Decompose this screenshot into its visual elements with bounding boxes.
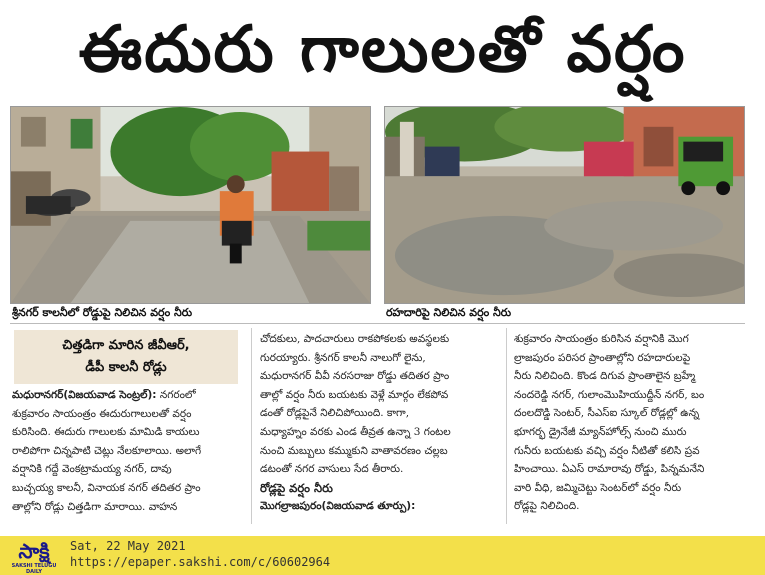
body-line: గునీరు బయటకు వచ్చి వర్షం నీటితో కలిసి ప్రవ [514,444,700,457]
dateline: మొగల్రాజపురం(విజయవాడ తూర్పు): [260,500,416,513]
photo-waterlogged-road [384,106,745,304]
headline: ఈదురు గాలులతో వర్షం [78,13,687,87]
footer-bar [0,536,765,575]
body-line: వారి వీధి, జమ్మిచెట్టు సెంటర్‌లో వర్షం నీరు [514,481,682,494]
body-line: నగరంలో [156,389,196,401]
body-line: భూగర్భ డ్రైనేజీ మ్యాన్‌హోల్స్ నుంచి మురు [514,425,687,438]
body-line: తాల్లో వర్షం నీరు బయటకు వెళ్లే మార్గం లేకపోవ [260,388,449,401]
body-line: దంలదొడ్డి సెంటర్, సీఎస్ఐ స్కూల్ రోడ్లల్లో ఉన్న [514,407,700,420]
subheadline-line: డీపీ కాలనీ రోడ్లు [85,360,167,375]
photo-caption: శ్రీనగర్ కాలనీలో రోడ్డుపై నిలిచిన వర్షం నీరు [12,306,193,319]
dateline: మధురానగర్(విజయవాడ సెంట్రల్): [12,389,157,401]
body-line: నీరు నిలిచింది. కొండ దిగువ ప్రాంతాలైన బ్రహ్మే [514,370,696,383]
article-column-2 [260,330,498,516]
body-line: చోదకులు, పాదచారులు రాకపోకలకు అవస్థలకు [260,333,450,345]
photo-flooded-street-srinagar [10,106,371,304]
body-line: కురిసింది. ఈదురు గాలులకు మామిడి కాయలు [12,426,200,439]
body-line: రోడ్లపై నిలిచింది. [514,500,580,513]
divider [10,323,745,324]
article-column-3 [514,330,750,516]
section-subtitle: రోడ్లపై వర్షం నీరు [260,480,333,495]
body-line: బుచ్చయ్య కాలనీ, వినాయక నగర్ తదితర ప్రాం [12,481,201,494]
column-divider [506,328,507,524]
edition-date: Sat, 22 May 2021 [70,539,186,553]
logo-text: సాక్షి [18,539,50,563]
body-line: మధురానగర్ వీవీ నరసరాజు రోడ్డు తదితర ప్రాం [260,370,450,383]
column-divider [251,328,252,524]
photo-caption: రహదారిపై నిలిచిన వర్షం నీరు [386,306,512,319]
body-line: హించాయి. ఏఎస్ రామారావు రోడ్డు, పిన్నమనేని [514,463,705,476]
body-line: వర్షానికి గద్దే వెంకట్రామయ్య నగర్, దావు [12,463,172,476]
epaper-link[interactable]: https://epaper.sakshi.com/c/60602964 [70,555,331,569]
body-line: రాలిపోగా చిన్నపాటి చెట్లు నేలకూలాయి. అలాగే [12,444,202,457]
sakshi-logo[interactable] [4,538,64,575]
body-line: నందరెడ్డి నగర్, గులాంమొహియుద్దీన్ నగర్, బం [514,388,705,401]
body-line: శుక్రవారం సాయంత్రం ఈదురుగాలులతో వర్షం [12,407,192,420]
body-line: డంతో రోడ్లపైనే నిలిచిపోయింది. కాగా, [260,407,410,420]
body-line: ల్రాజపురం పరిసర ప్రాంతాల్లోని రహదారులపై [514,351,691,364]
body-line: శుక్రవారం సాయంత్రం కురిసిన వర్షానికి మొగ [514,333,689,345]
body-line: గురయ్యారు. శ్రీనగర్ కాలనీ నాలుగో లైను, [260,351,426,364]
body-line: డటంతో నగర వాసులు సేద తీరారు. [260,463,404,476]
body-line: నుంచి మబ్బులు కమ్ముకుని వాతావరణం చల్లబ [260,444,448,457]
logo-subtitle: SAKSHI TELUGU DAILY [11,563,57,575]
article-column-1 [12,386,244,516]
subheadline-line: చిత్తడిగా మారిన జీవీఆర్, [62,338,190,353]
body-line: మధ్యాహ్నం వరకు ఎండ తీవ్రత ఉన్నా 3 గంటల [260,425,451,438]
body-line: తాల్లోని రోడ్లు చిత్తడిగా మారాయి. వాహన [12,500,178,513]
subheadline-box [14,330,238,384]
